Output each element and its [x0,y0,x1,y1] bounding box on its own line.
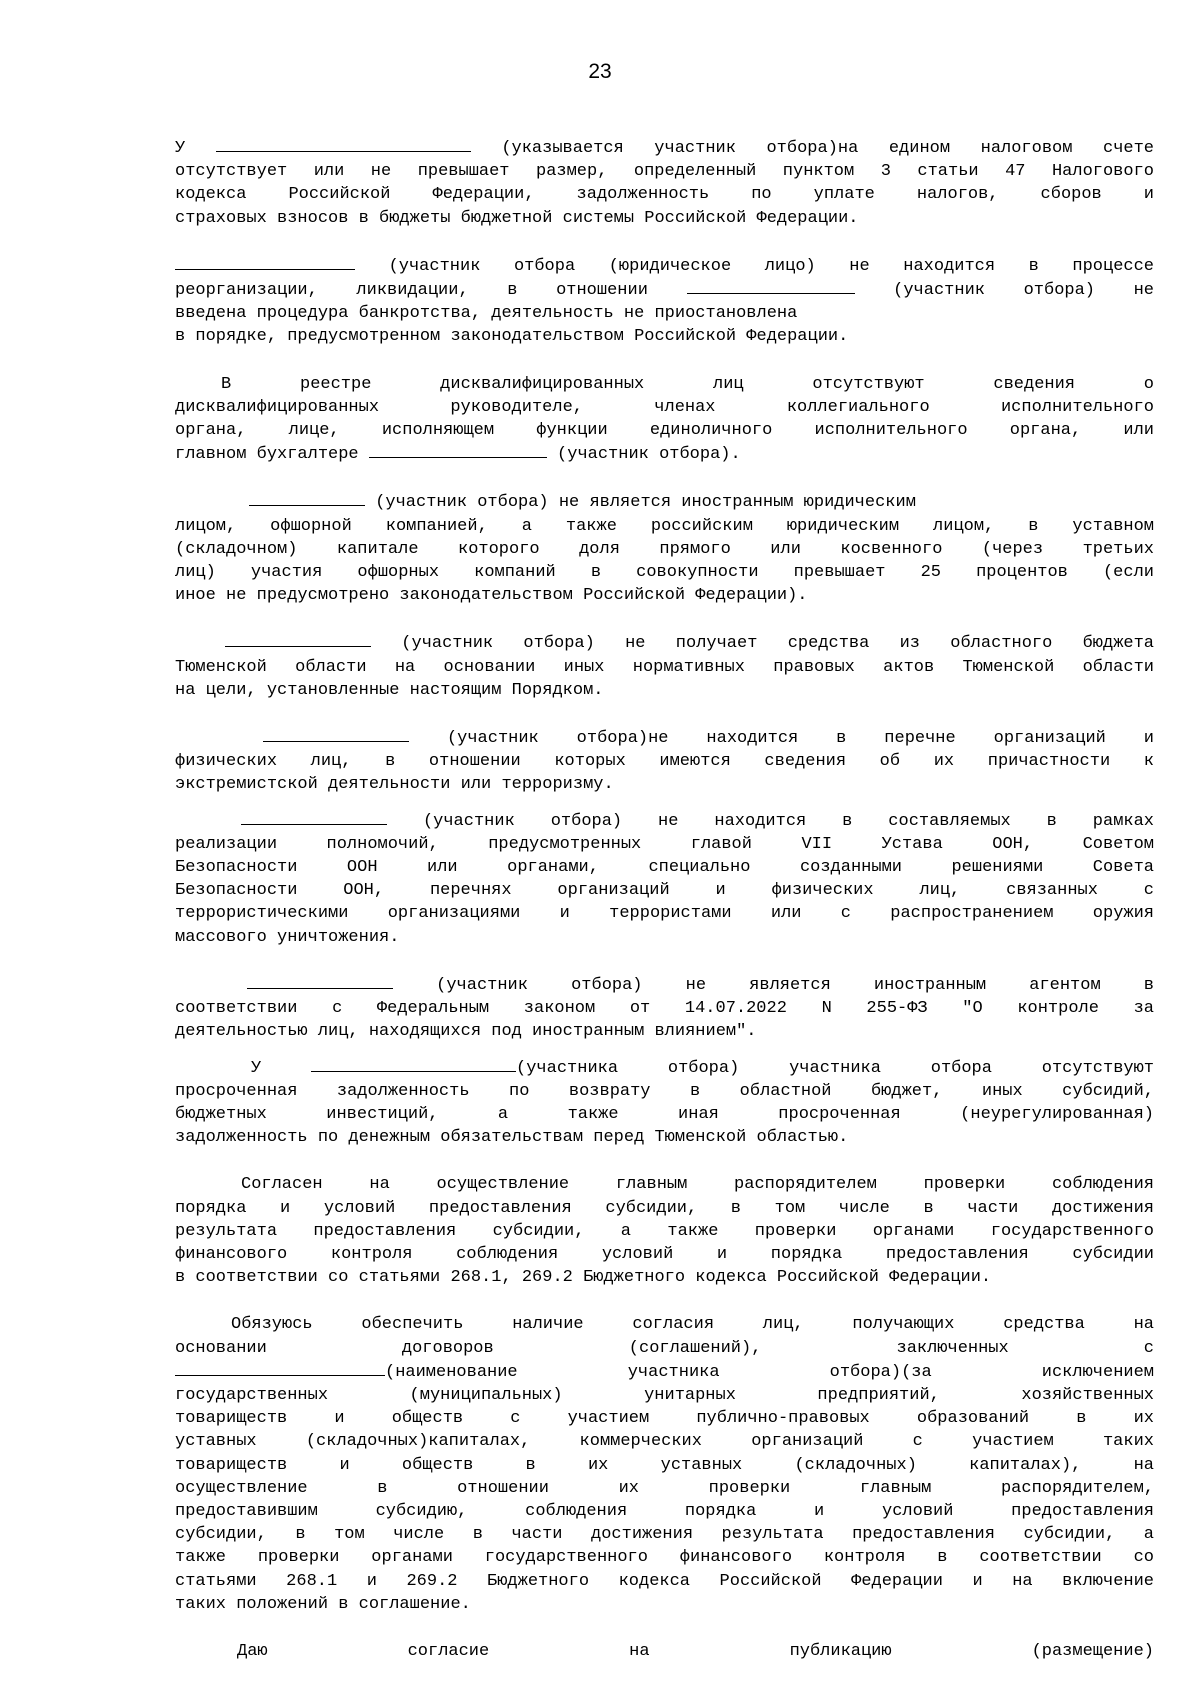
participant-blank [311,1056,516,1072]
line-text: (указывается участник отбора)на едином налоговом счете [501,139,1155,158]
text-line: экстремистской деятельности или терроризму. [175,775,614,795]
line-text: (участник отбора) не получает средства из областного бюджета [401,634,1154,654]
text-line [175,973,1154,997]
paragraph-consent-inspection [175,1173,1154,1289]
participant-blank [687,278,855,294]
text-line [175,631,1154,655]
text-line: Безопасности ООН или органами, специально созданными решениями Совета [175,858,1154,878]
text-line: уставных (складочных)капиталах, коммерческих организаций с участием таких [175,1432,1154,1452]
text-line: реализации полномочий, предусмотренных главой VII Устава ООН, Советом [175,834,1154,854]
text-line: Безопасности ООН, перечнях организаций и физических лиц, связанных с [175,881,1154,901]
text-line: лицом, офшорной компанией, а также российским юридическим лицом, в уставном [175,516,1154,536]
paragraph-un-sanctions [175,809,1154,949]
text-line: товариществ и обществ в их уставных (складочных) капиталах), на [175,1455,1154,1475]
participant-blank [175,254,355,270]
text-line: предоставившим субсидию, соблюдения порядка и условий предоставления [175,1501,1154,1521]
text-line: (складочном) капитале которого доля прямого или косвенного (через третьих [175,539,1154,559]
text-line: В реестре дисквалифицированных лиц отсутствуют сведения о [221,374,1154,394]
paragraph-extremism-list [175,726,1154,797]
paragraph-tax-debt [175,136,1154,230]
text-line: таких положений в соглашение. [175,1594,471,1614]
paragraph-regional-budget [175,631,1154,702]
text-line: деятельностью лиц, находящихся под иностранным влиянием". [175,1022,757,1042]
text-line: в соответствии со статьями 268.1, 269.2 Бюджетного кодекса Российской Федерации. [175,1268,992,1288]
line-text: (участник отбора)не находится в перечне организаций и [446,729,1154,749]
paragraph-overdue-debt [175,1056,1154,1150]
text-line: введена процедура банкротства, деятельность не приостановлена [175,304,798,324]
participant-blank [249,490,365,506]
text-line: дисквалифицированных руководителе, членах коллегиального исполнительного [175,397,1154,417]
line-text: (участник отбора). [557,445,741,465]
participant-blank [216,136,471,152]
text-line: террористическими организациями и террористами или с распространением оружия [175,904,1154,924]
text-line: также проверки органами государственного финансового контроля в соответствии со [175,1548,1154,1568]
text-line: Согласен на осуществление главным распорядителем проверки соблюдения [241,1175,1154,1195]
text-line [175,278,1154,302]
line-text: (участник отбора) не находится в составляемых в рамках [422,811,1155,831]
line-text: (участник отбора (юридическое лицо) не находится в процессе [388,256,1155,276]
text-line [175,442,1154,466]
line-text: (участник отбора) не [893,281,1155,301]
line-text: реорганизации, ликвидации, в отношении [175,281,648,301]
text-line [175,490,1154,514]
text-line: субсидии, в том числе в части достижения результата предоставления субсидии, а [175,1525,1154,1545]
text-line: основании договоров (соглашений), заключенных с [175,1338,1154,1358]
prefix-word: У [251,1058,262,1078]
paragraph-publication-consent [175,1640,1154,1663]
participant-blank [369,442,547,458]
text-line: Тюменской области на основании иных нормативных правовых актов Тюменской области [175,657,1154,677]
text-line: органа, лице, исполняющем функции единоличного исполнительного органа, или [175,421,1154,441]
text-line: товариществ и обществ с участием публично-правовых образований в их [175,1409,1154,1429]
text-line: Обязуюсь обеспечить наличие согласия лиц, получающих средства на [231,1315,1154,1335]
line-text: (участника отбора) участника отбора отсутствуют [516,1058,1154,1078]
text-line [175,254,1154,278]
text-line: статьями 268.1 и 269.2 Бюджетного кодекса Российской Федерации и на включение [175,1571,1154,1591]
text-line: бюджетных инвестиций, а также иная просроченная (неурегулированная) [175,1104,1154,1124]
text-line: массового уничтожения. [175,927,400,947]
text-line: страховых взносов в бюджеты бюджетной системы Российской Федерации. [175,208,859,228]
text-line: в порядке, предусмотренном законодательством Российской Федерации. [175,327,849,347]
text-line: отсутствует или не превышает размер, определенный пунктом 3 статьи 47 Налогового [175,162,1154,182]
paragraph-disqualified-register [175,373,1154,467]
participant-blank [225,631,371,647]
paragraph-foreign-agent [175,973,1154,1044]
text-line: государственных (муниципальных) унитарных предприятий, хозяйственных [175,1385,1154,1405]
text-line: иное не предусмотрено законодательством Российской Федерации). [175,586,808,606]
prefix-word: У [175,139,186,158]
participant-blank [241,809,387,825]
text-line: соответствии с Федеральным законом от 14.07.2022 N 255-ФЗ "О контроле за [175,999,1154,1019]
paragraph-foreign-entity [175,490,1154,607]
participant-blank [175,1360,385,1376]
text-line [175,726,1154,750]
line-text: (участник отбора) не является иностранным агентом в [436,975,1154,995]
paragraph-obligation-consent [175,1313,1154,1616]
text-line: результата предоставления субсидии, а также проверки органами государственного [175,1221,1154,1241]
text-line: кодекса Российской Федерации, задолженность по уплате налогов, сборов и [175,185,1154,205]
text-line: на цели, установленные настоящим Порядком. [175,680,604,700]
text-line [175,809,1154,833]
text-line [175,136,1154,160]
text-line: просроченная задолженность по возврату в областной бюджет, иных субсидий, [175,1081,1154,1101]
text-line: физических лиц, в отношении которых имеются сведения об их причастности к [175,752,1154,772]
text-line [175,1056,1154,1080]
text-line: задолженность по денежным обязательствам перед Тюменской областью. [175,1128,849,1148]
page-number: 23 [588,60,612,83]
text-line [175,1360,1154,1384]
participant-blank [263,726,409,742]
paragraph-reorganization [175,254,1154,349]
text-line: порядка и условий предоставления субсидии, в том числе в части достижения [175,1198,1154,1218]
line-text: главном бухгалтере [175,445,359,465]
line-text: (наименование участника отбора)(за исключением [385,1362,1154,1382]
text-line: финансового контроля соблюдения условий и порядка предоставления субсидии [175,1244,1154,1264]
document-body [175,136,1154,1663]
participant-blank [247,973,393,989]
line-text: (участник отбора) не является иностранным юридическим [375,493,916,513]
text-line: Даю согласие на публикацию (размещение) [237,1641,1154,1661]
text-line: осуществление в отношении их проверки главным распорядителем, [175,1478,1154,1498]
text-line: лиц) участия офшорных компаний в совокупности превышает 25 процентов (если [175,563,1154,583]
